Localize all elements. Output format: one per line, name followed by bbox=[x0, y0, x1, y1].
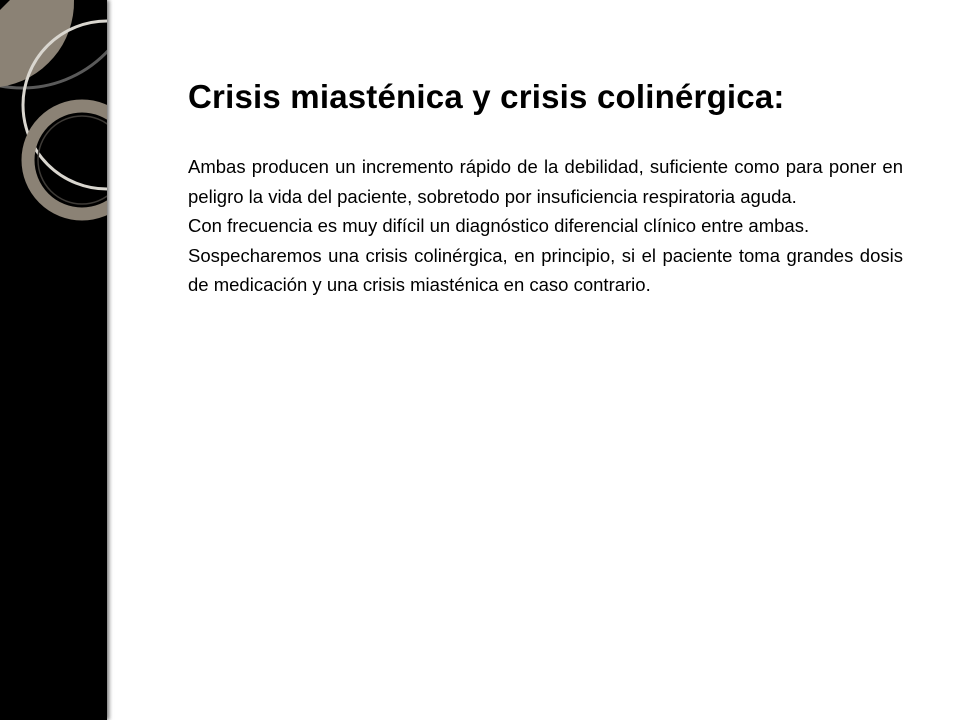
body-paragraph-2: Con frecuencia es muy difícil un diagnóstico diferencial clínico entre ambas. bbox=[188, 215, 810, 236]
slide-content bbox=[188, 72, 903, 300]
taupe-ring bbox=[28, 106, 107, 214]
slide-title: Crisis miasténica y crisis colinérgica: bbox=[188, 78, 785, 115]
sidebar-band bbox=[0, 0, 107, 720]
body-paragraph-1: Ambas producen un incremento rápido de la debilidad, suficiente como para poner en peligro la vida del paciente, sobretodo por insuficiencia respiratoria aguda. bbox=[188, 156, 903, 207]
body-paragraph-3: Sospecharemos una crisis colinérgica, en principio, si el paciente toma grandes dosis de medicación y una crisis miasténica en caso contrario. bbox=[188, 244, 903, 295]
decorative-rings bbox=[0, 0, 107, 720]
inner-ring-shadow bbox=[38, 116, 107, 204]
taupe-corner-shape bbox=[0, 0, 74, 87]
slide-body bbox=[188, 152, 903, 300]
